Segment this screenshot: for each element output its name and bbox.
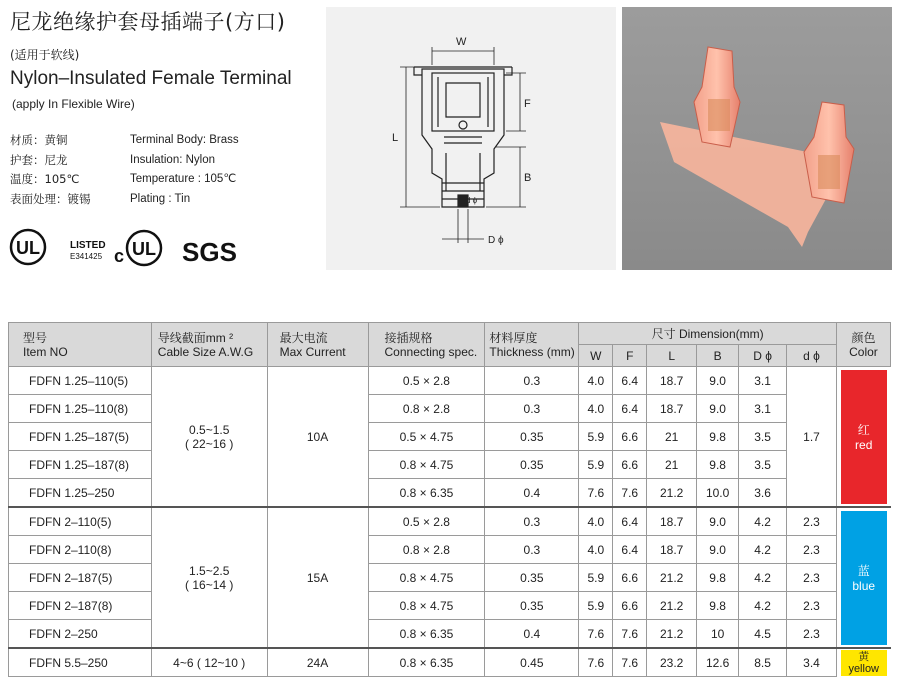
listed-text: LISTED — [70, 240, 106, 251]
svg-text:UL: UL — [16, 238, 40, 258]
table-row: FDFN 1.25–110(8) 0.8 × 2.8 0.3 4.0 6.4 18.7 9.0 3.1 — [9, 395, 891, 423]
header-dim-Dphi: D ϕ — [739, 345, 787, 367]
current-cell: 15A — [267, 507, 368, 648]
header-dim-l: L — [647, 345, 697, 367]
sgs-logo: SGS — [182, 237, 237, 267]
table-row: FDFN 2–110(8) 0.8 × 2.8 0.3 4.0 6.4 18.7 9.0 4.2 2.3 — [9, 536, 891, 564]
header-thickness: 材料厚度 Thickness (mm) — [485, 323, 579, 367]
spec-list-cn — [10, 131, 91, 209]
page-subtitle-en: (apply In Flexible Wire) — [12, 97, 135, 111]
current-cell: 24A — [267, 648, 368, 677]
header-color: 颜色 Color — [836, 323, 890, 367]
dim-label-b: B — [524, 172, 532, 184]
header-item: 型号 Item NO — [9, 323, 152, 367]
header-dim-dphi: d ϕ — [787, 345, 837, 367]
cul-logo — [127, 231, 161, 265]
spec-temperature-cn: 温度：105℃ — [10, 172, 80, 186]
spec-material-en: Terminal Body: Brass — [130, 134, 239, 146]
cable-size-cell: 0.5~1.5 ( 22~16 ) — [151, 367, 267, 508]
product-photo — [622, 7, 892, 270]
cable-size-cell: 1.5~2.5 ( 16~14 ) — [151, 507, 267, 648]
page-title-en: Nylon–Insulated Female Terminal — [10, 68, 292, 89]
page-title-cn: 尼龙绝缘护套母插端子(方口) — [10, 10, 286, 34]
color-cell-yellow: 黄 yellow — [836, 648, 890, 677]
dim-label-w: W — [456, 36, 467, 48]
current-cell: 10A — [267, 367, 368, 508]
header-cable-size: 导线截面mm ² Cable Size A.W.G — [151, 323, 267, 367]
header-dim-w: W — [579, 345, 613, 367]
color-cell-blue: 蓝 blue — [836, 507, 890, 648]
spec-list-en — [130, 131, 239, 209]
header-max-current: 最大电流 Max Current — [267, 323, 368, 367]
dphi-cell: 1.7 — [787, 367, 837, 508]
product-photo-svg — [622, 7, 892, 270]
table-row: FDFN 1.25–250 0.8 × 6.35 0.4 7.6 7.6 21.2 10.0 3.6 — [9, 479, 891, 508]
spec-table — [8, 322, 891, 677]
table-row: FDFN 2–250 0.8 × 6.35 0.4 7.6 7.6 21.2 10 4.5 2.3 — [9, 620, 891, 649]
spec-temperature-en: Temperature : 105℃ — [130, 173, 237, 185]
c-mark: c — [114, 246, 125, 266]
table-row: FDFN 5.5–250 4~6 ( 12~10 ) 24A 0.8 × 6.35 0.45 7.6 7.6 23.2 12.6 8.5 3.4 黄 yellow — [9, 648, 891, 677]
table-row: FDFN 2–110(5) 1.5~2.5 ( 16~14 ) 15A 0.5 × 2.8 0.3 4.0 6.4 18.7 9.0 4.2 2.3 蓝 blue — [9, 507, 891, 536]
terminal-drawing — [326, 7, 616, 270]
color-cell-red: 红 red — [836, 367, 890, 508]
table-row: FDFN 1.25–187(5) 0.5 × 4.75 0.35 5.9 6.6 21 9.8 3.5 — [9, 423, 891, 451]
svg-text:UL: UL — [132, 239, 156, 259]
page-subtitle-cn: (适用于软线) — [10, 48, 80, 62]
spec-insulation-en: Insulation: Nylon — [130, 153, 216, 166]
cable-size-cell: 4~6 ( 12~10 ) — [151, 648, 267, 677]
header-dimension: 尺寸 Dimension(mm) — [579, 323, 837, 345]
table-row: FDFN 2–187(5) 0.8 × 4.75 0.35 5.9 6.6 21.2 9.8 4.2 2.3 — [9, 564, 891, 592]
ul-logo — [11, 230, 45, 264]
dim-label-l: L — [392, 132, 399, 144]
listed-number: E341425 — [70, 252, 103, 261]
certification-logos — [8, 226, 248, 270]
spec-plating-en: Plating : Tin — [130, 192, 191, 205]
table-row: FDFN 1.25–187(8) 0.8 × 4.75 0.35 5.9 6.6 21 9.8 3.5 — [9, 451, 891, 479]
terminal-drawing-svg — [326, 7, 616, 270]
table-row: FDFN 1.25–110(5) 0.5~1.5 ( 22~16 ) 10A 0.5 × 2.8 0.3 4.0 6.4 18.7 9.0 3.1 1.7 红 red — [9, 367, 891, 395]
dim-label-f: F — [524, 98, 531, 110]
header-dim-f: F — [613, 345, 647, 367]
spec-insulation-cn: 护套：尼龙 — [10, 152, 68, 167]
table-row: FDFN 2–187(8) 0.8 × 4.75 0.35 5.9 6.6 21.2 9.8 4.2 2.3 — [9, 592, 891, 620]
spec-plating-cn: 表面处理：镀锡 — [10, 191, 91, 206]
dim-label-dphi: d ϕ — [466, 196, 478, 205]
header-connecting: 接插规格 Connecting spec. — [368, 323, 485, 367]
dim-label-Dphi: D ϕ — [488, 235, 504, 246]
spec-material-cn: 材质：黄铜 — [10, 133, 68, 147]
header-dim-b: B — [697, 345, 739, 367]
